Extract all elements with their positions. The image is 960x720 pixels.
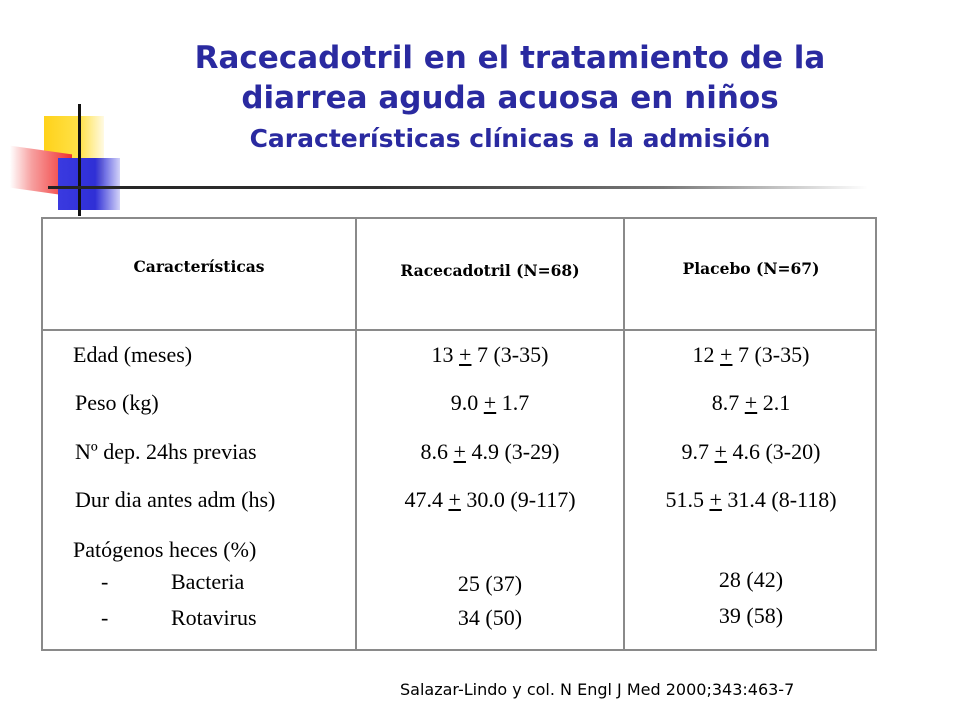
row-label-rotavirus: Rotavirus <box>171 605 257 630</box>
cell-racecadotril-weight: 9.0 + 1.7 <box>450 390 530 415</box>
cell-racecadotril-duration: 47.4 + 30.0 (9-117) <box>404 487 576 512</box>
cell-placebo-age: 12 + 7 (3-35) <box>692 342 810 367</box>
row-label-stools: Nº dep. 24hs previas <box>75 439 257 464</box>
slide-title <box>120 38 900 158</box>
row-label-pathogens: Patógenos heces (%) <box>73 537 257 562</box>
decorative-horizontal-line <box>48 186 868 189</box>
cell-placebo-duration: 51.5 + 31.4 (8-118) <box>665 487 837 512</box>
row-label-age: Edad (meses) <box>73 342 193 367</box>
decorative-vertical-line <box>78 104 81 216</box>
header-characteristics: Características <box>133 257 265 276</box>
row-label-weight: Peso (kg) <box>75 390 159 415</box>
cell-racecadotril-rotavirus: 34 (50) <box>457 605 523 630</box>
header-racecadotril: Racecadotril (N=68) <box>400 261 580 280</box>
citation: Salazar-Lindo y col. N Engl J Med 2000;343:463-7 <box>400 680 795 699</box>
cell-placebo-weight: 8.7 + 2.1 <box>711 390 791 415</box>
title-line-2: diarrea aguda acuosa en niños <box>241 80 779 116</box>
row-label-duration: Dur dia antes adm (hs) <box>75 487 276 512</box>
cell-racecadotril-stools: 8.6 + 4.9 (3-29) <box>420 439 560 464</box>
characteristics-table <box>41 217 877 651</box>
bullet-bacteria: - <box>101 569 109 594</box>
cell-racecadotril-age: 13 + 7 (3-35) <box>431 342 549 367</box>
title-line-1: Racecadotril en el tratamiento de la <box>194 40 826 76</box>
bullet-rotavirus: - <box>101 605 109 630</box>
subtitle: Características clínicas a la admisión <box>249 124 771 153</box>
header-placebo: Placebo (N=67) <box>682 259 820 278</box>
row-label-bacteria: Bacteria <box>171 569 245 594</box>
decorative-blue-square <box>58 158 120 210</box>
cell-racecadotril-bacteria: 25 (37) <box>457 571 523 596</box>
cell-placebo-stools: 9.7 + 4.6 (3-20) <box>681 439 821 464</box>
cell-placebo-rotavirus: 39 (58) <box>718 603 784 628</box>
header-divider <box>43 329 875 331</box>
cell-placebo-bacteria: 28 (42) <box>718 567 784 592</box>
